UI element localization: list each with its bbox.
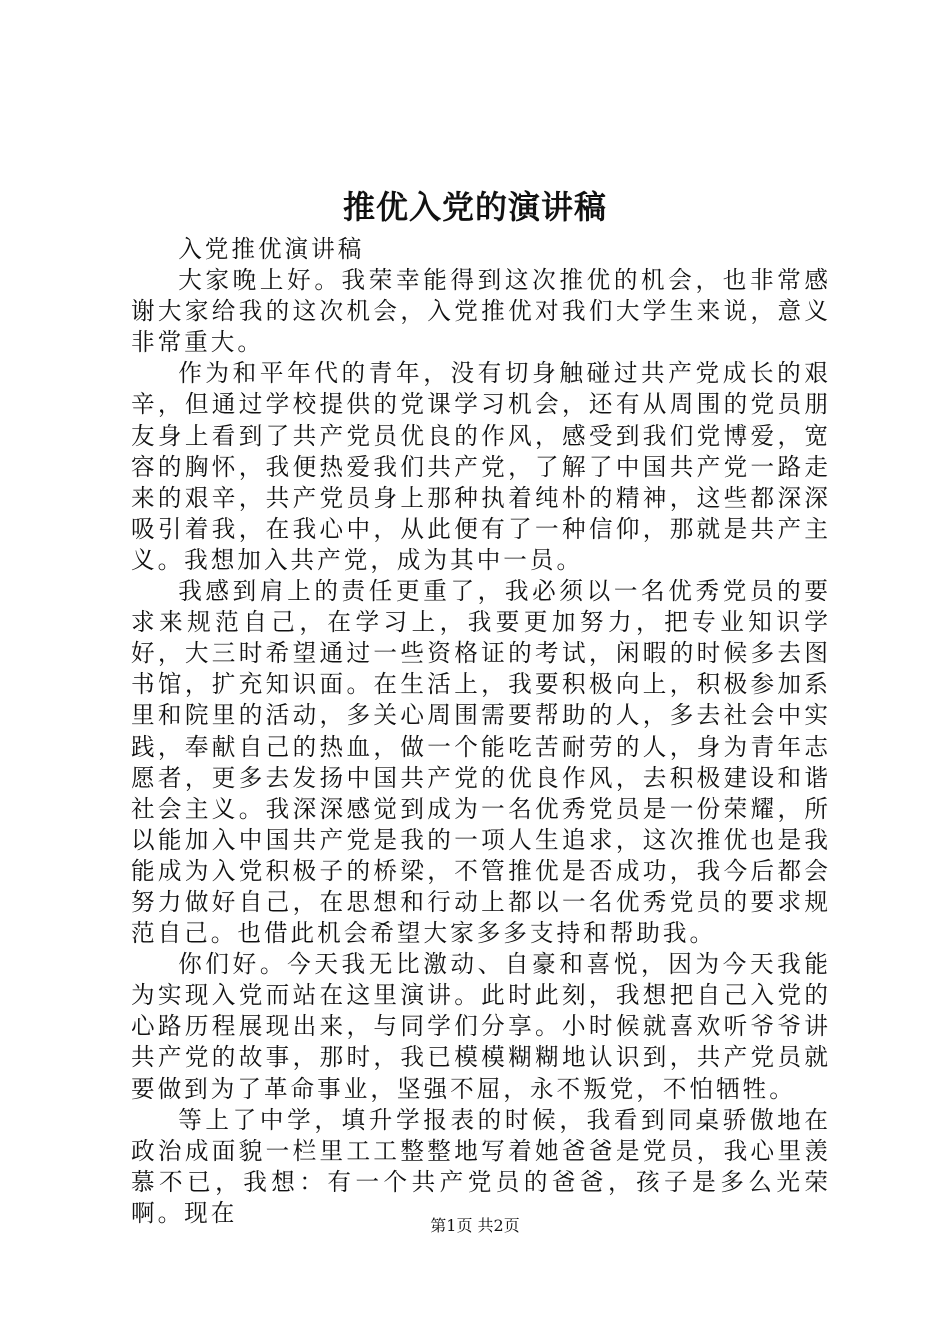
document-title: 推优入党的演讲稿	[342, 188, 607, 226]
page-number-footer: 第1页 共2页	[430, 1216, 520, 1235]
paragraph-subtitle: 入党推优演讲稿	[178, 235, 365, 263]
paragraph-childhood: 你们好。今天我无比激动、自豪和喜悦，因为今天我能为实现入党而站在这里演讲。此时此刻，我想把自己入党的心路历程展现出来，与同学们分享。小时候就喜欢听爷爷讲共产党的故事，那时，我已模模糊糊地认识到，共产党员就要做到为了革命事业，坚强不屈，永不叛党，不怕牺牲。	[131, 950, 831, 1103]
paragraph-responsibility: 我感到肩上的责任更重了，我必须以一名优秀党员的要求来规范自己，在学习上，我要更加努力，把专业知识学好，大三时希望通过一些资格证的考试，闲暇的时候多去图书馆，扩充知识面。在生活上，我要积极向上，积极参加系里和院里的活动，多关心周围需要帮助的人，多去社会中实践，奉献自己的热血，做一个能吃苦耐劳的人，身为青年志愿者，更多去发扬中国共产党的优良作风，去积极建设和谐社会主义。我深深感觉到成为一名优秀党员是一份荣耀，所以能加入中国共产党是我的一项人生追求，这次推优也是我能成为入党积极子的桥梁，不管推优是否成功，我今后都会努力做好自己，在思想和行动上都以一名优秀党员的要求规范自己。也借此机会希望大家多多支持和帮助我。	[131, 577, 831, 948]
paragraph-greeting: 大家晚上好。我荣幸能得到这次推优的机会，也非常感谢大家给我的这次机会，入党推优对我们大学生来说，意义非常重大。	[131, 266, 831, 357]
document-body	[131, 234, 831, 1229]
paragraph-motivation: 作为和平年代的青年，没有切身触碰过共产党成长的艰辛，但通过学校提供的党课学习机会，还有从周围的党员朋友身上看到了共产党员优良的作风，感受到我们党博爱，宽容的胸怀，我便热爱我们共产党，了解了中国共产党一路走来的艰辛，共产党员身上那种执着纯朴的精神，这些都深深吸引着我，在我心中，从此便有了一种信仰，那就是共产主义。我想加入共产党，成为其中一员。	[131, 359, 831, 574]
paragraph-middle-school: 等上了中学，填升学报表的时候，我看到同桌骄傲地在政治成面貌一栏里工工整整地写着她爸爸是党员，我心里羡慕不已，我想：有一个共产党员的爸爸，孩子是多么光荣啊。现在	[131, 1105, 831, 1227]
